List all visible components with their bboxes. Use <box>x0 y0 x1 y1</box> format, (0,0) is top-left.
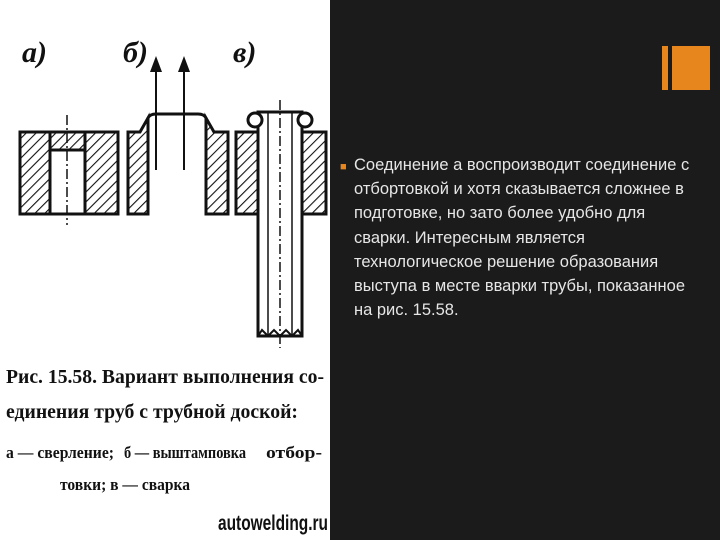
caption-line-3-a: а — сверление; <box>6 443 114 462</box>
variant-v-welding <box>236 100 326 348</box>
bullet-square-icon: ■ <box>340 161 347 173</box>
variant-a-drilling <box>20 115 118 225</box>
bullet-item <box>340 153 700 322</box>
accent-bar-thin <box>662 46 668 90</box>
tube-sheet-drawing <box>0 0 330 540</box>
label-a: a) <box>22 36 47 69</box>
caption-line-3-c: отбор- <box>266 443 322 462</box>
caption-line-1: Рис. 15.58. Вариант выполнения со- <box>6 366 325 388</box>
content-text-block <box>340 153 700 322</box>
figure-panel <box>0 0 330 540</box>
caption-line-3-b: б — выштамповка <box>124 443 246 462</box>
label-v: в) <box>233 36 257 69</box>
caption-line-4: товки; в — сварка <box>60 475 190 494</box>
variant-b-stamping <box>128 56 228 214</box>
accent-bar-wide <box>672 46 710 90</box>
bullet-paragraph: Соединение а воспроизводит соединение с отбортовкой и хотя сказывается сложнее в подготовке, но зато более удобно для сварки. Интересным является технологическое решение образования выступа в месте вварки трубы, показанное на рис. 15.58. <box>354 156 690 320</box>
caption-line-2: единения труб с трубной доской: <box>6 401 298 423</box>
label-b: б) <box>123 36 148 69</box>
watermark: autowelding.ru <box>218 512 328 535</box>
